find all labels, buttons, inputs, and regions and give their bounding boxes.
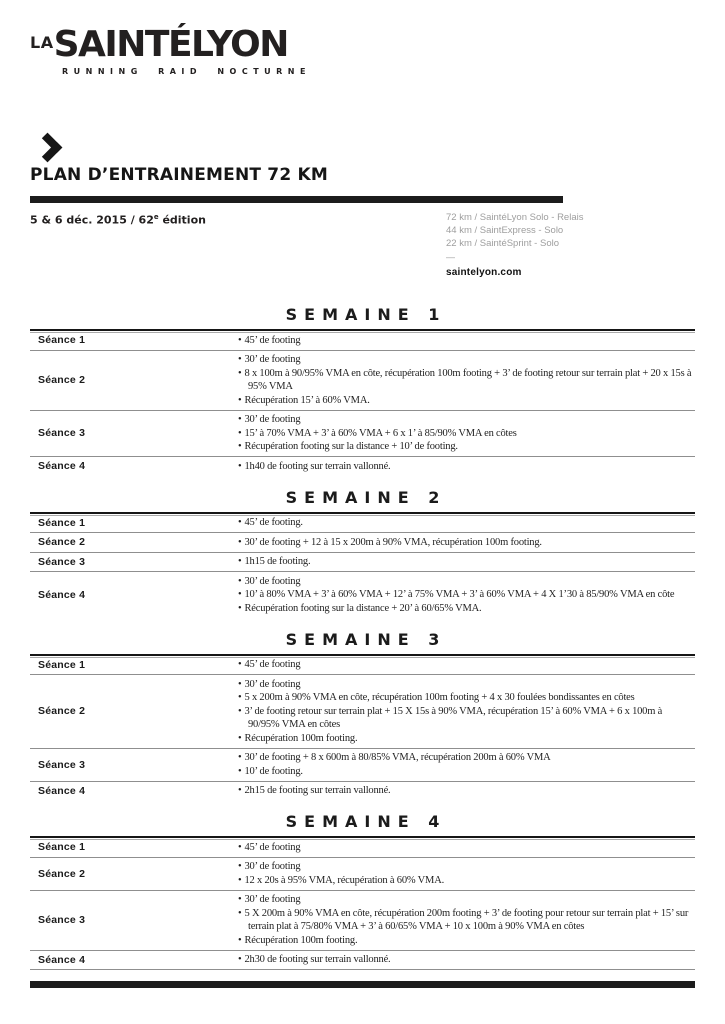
session-item-text: 12 x 20s à 95% VMA, récupération à 60% VMA. [244, 874, 445, 886]
session-item [238, 907, 693, 934]
session-item-text: Récupération footing sur la distance + 20’ à 60/65% VMA. [244, 602, 482, 614]
bullet-icon: • [238, 678, 242, 690]
session-row [30, 857, 695, 890]
bullet-icon: • [238, 602, 242, 614]
session-item-text: 45’ de footing [244, 334, 301, 346]
session-item-text: 15’ à 70% VMA + 3’ à 60% VMA + 6 x 1’ à 85/90% VMA en côtes [244, 427, 517, 439]
session-item [238, 658, 693, 672]
session-item [238, 934, 693, 948]
week-title: SEMAINE 2 [285, 487, 447, 507]
week-table [30, 512, 695, 618]
session-item [238, 953, 693, 967]
saintelyon-logo [30, 26, 311, 76]
website-link: saintelyon.com [446, 267, 522, 278]
session-item-text: 8 x 100m à 90/95% VMA en côte, récupération 100m footing + 3’ de footing retour sur terrain plat + 20 x 15s à 95% VMA [244, 367, 692, 392]
bullet-icon: • [238, 394, 242, 406]
session-row [30, 656, 695, 675]
session-item [238, 427, 693, 441]
session-item [238, 860, 693, 874]
edition-suffix: édition [158, 213, 206, 227]
bullet-icon: • [238, 841, 242, 853]
session-item-text: 30’ de footing [244, 575, 301, 587]
session-item [238, 588, 693, 602]
session-item [238, 732, 693, 746]
session-items [238, 658, 695, 672]
races-separator-dash: — [446, 252, 455, 262]
week-title: SEMAINE 4 [285, 812, 447, 831]
session-item [238, 334, 693, 348]
session-items [238, 678, 695, 746]
session-label: Séance 3 [38, 427, 86, 440]
bullet-icon: • [238, 414, 242, 425]
session-item [238, 691, 693, 705]
session-label: Séance 3 [38, 555, 86, 568]
session-label: Séance 1 [38, 516, 86, 529]
race-distances-block [446, 211, 583, 278]
session-label: Séance 2 [38, 536, 86, 549]
session-items [238, 353, 695, 407]
training-plan-weeks [30, 305, 695, 970]
footer-bar [30, 981, 695, 988]
session-items [238, 555, 695, 569]
session-item-text: 1h40 de footing sur terrain vallonné. [244, 460, 391, 472]
race-distance-item: 72 km / SaintéLyon Solo - Relais [446, 212, 584, 223]
session-item-text: Récupération 100m footing. [244, 934, 358, 946]
session-row [30, 950, 695, 970]
bullet-icon: • [238, 575, 242, 587]
session-item [238, 440, 693, 454]
session-item [238, 602, 693, 616]
week-section [30, 305, 695, 476]
page-title: PLAN D’ENTRAINEMENT 72 KM [30, 165, 328, 185]
session-item-text: 10’ de footing. [244, 765, 303, 777]
session-item [238, 413, 693, 427]
session-items [238, 460, 695, 474]
bullet-icon: • [238, 556, 242, 567]
bullet-icon: • [238, 517, 242, 528]
session-label: Séance 2 [38, 867, 86, 880]
bullet-icon: • [238, 705, 242, 717]
session-item [238, 536, 693, 550]
session-label: Séance 4 [38, 460, 86, 473]
bullet-icon: • [238, 765, 242, 777]
session-row [30, 331, 695, 350]
edition-exponent: e [153, 213, 159, 221]
bullet-icon: • [238, 907, 242, 919]
session-item-text: 5 X 200m à 90% VMA en côte, récupération 200m footing + 3’ de footing pour retour sur terrain plat + 15’ sur terrain plat à 75/80% VMA + 3’ à 60/65% VMA + 10 x 100m à 90% VMA en côtes [244, 907, 689, 932]
session-items [238, 841, 695, 855]
bullet-icon: • [238, 692, 242, 703]
bullet-icon: • [238, 659, 242, 670]
session-item-text: 45’ de footing [244, 659, 301, 670]
race-distance-item: 44 km / SaintExpress - Solo [446, 225, 564, 236]
session-row [30, 552, 695, 572]
session-item [238, 367, 693, 394]
race-distances-list [446, 211, 583, 250]
session-items [238, 334, 695, 348]
session-item [238, 784, 693, 798]
session-item [238, 394, 693, 408]
session-item [238, 893, 693, 907]
session-items [238, 536, 695, 550]
session-item-text: 45’ de footing. [244, 517, 303, 528]
session-item [238, 353, 693, 367]
session-row [30, 890, 695, 950]
session-item-text: 1h15 de footing. [244, 556, 311, 567]
session-label: Séance 4 [38, 588, 86, 601]
session-item-text: 45’ de footing [244, 841, 301, 853]
session-item [238, 516, 693, 530]
session-row [30, 748, 695, 781]
bullet-icon: • [238, 536, 242, 548]
bullet-icon: • [238, 460, 242, 472]
session-item [238, 460, 693, 474]
session-row [30, 410, 695, 457]
session-item-text: 30’ de footing [244, 678, 301, 690]
bullet-icon: • [238, 732, 242, 744]
week-table [30, 654, 695, 801]
session-items [238, 751, 695, 778]
week-title: SEMAINE 3 [285, 629, 447, 649]
bullet-icon: • [238, 954, 242, 965]
session-item-text: 3’ de footing retour sur terrain plat + 15 X 15s à 90% VMA, récupération 15’ à 60% VMA + 6 x 100m à 90/95% VMA en côtes [244, 705, 663, 730]
session-label: Séance 3 [38, 758, 86, 771]
session-label: Séance 4 [38, 953, 86, 966]
session-row [30, 350, 695, 410]
session-label: Séance 2 [38, 374, 86, 386]
session-items [238, 575, 695, 616]
session-items [238, 516, 695, 530]
bullet-icon: • [238, 861, 242, 872]
session-label: Séance 4 [38, 784, 86, 797]
session-row [30, 674, 695, 748]
bullet-icon: • [238, 894, 242, 905]
session-item-text: 2h30 de footing sur terrain vallonné. [244, 954, 391, 965]
bullet-icon: • [238, 367, 242, 379]
session-item-text: 10’ à 80% VMA + 3’ à 60% VMA + 12’ à 75% VMA + 3’ à 60% VMA + 4 X 1’30 à 85/90% VMA en côte [244, 589, 675, 600]
session-item-text: Récupération footing sur la distance + 10’ de footing. [244, 441, 458, 452]
week-section [30, 488, 695, 618]
session-items [238, 953, 695, 967]
session-item-text: 30’ de footing + 12 à 15 x 200m à 90% VMA, récupération 100m footing. [244, 536, 542, 548]
session-item-text: 30’ de footing + 8 x 600m à 80/85% VMA, récupération 200m à 60% VMA [244, 752, 551, 763]
session-item [238, 705, 693, 732]
session-item [238, 841, 693, 855]
session-item-text: 5 x 200m à 90% VMA en côte, récupération 100m footing + 4 x 30 foulées bondissantes en côtes [244, 692, 635, 703]
session-label: Séance 1 [38, 841, 86, 854]
session-row [30, 838, 695, 857]
session-item [238, 874, 693, 888]
session-row [30, 571, 695, 618]
session-item [238, 751, 693, 765]
session-item-text: 30’ de footing [244, 354, 301, 365]
session-item-text: 30’ de footing [244, 894, 301, 905]
session-row [30, 514, 695, 533]
title-underline-bar [30, 196, 563, 203]
bullet-icon: • [238, 934, 242, 946]
week-table [30, 329, 695, 476]
session-item-text: 30’ de footing [244, 414, 301, 425]
session-items [238, 893, 695, 947]
session-item [238, 765, 693, 779]
session-item-text: Récupération 100m footing. [244, 732, 358, 744]
bullet-icon: • [238, 752, 242, 763]
session-label: Séance 3 [38, 914, 86, 926]
session-label: Séance 1 [38, 658, 86, 671]
session-item-text: 30’ de footing [244, 861, 301, 872]
bullet-icon: • [238, 874, 242, 886]
session-row [30, 532, 695, 552]
edition-date [30, 213, 206, 227]
race-distance-item: 22 km / SaintéSprint - Solo [446, 238, 559, 249]
week-table [30, 836, 695, 970]
session-items [238, 784, 695, 798]
bullet-icon: • [238, 589, 242, 600]
session-label: Séance 2 [38, 705, 86, 718]
week-section [30, 812, 695, 970]
session-items [238, 413, 695, 454]
session-items [238, 860, 695, 887]
bullet-icon: • [238, 441, 242, 452]
session-row [30, 781, 695, 801]
logo-name: SAINTÉLYON [53, 24, 288, 65]
bullet-icon: • [238, 785, 242, 796]
session-item-text: Récupération 15’ à 60% VMA. [244, 394, 370, 406]
logo-prefix: LA [30, 33, 54, 52]
bullet-icon: • [238, 427, 242, 439]
bullet-icon: • [238, 334, 242, 346]
session-item-text: 2h15 de footing sur terrain vallonné. [244, 785, 391, 796]
edition-date-text: 5 & 6 déc. 2015 / 62 [30, 213, 154, 227]
week-section [30, 630, 695, 801]
bullet-icon: • [238, 354, 242, 365]
session-row [30, 456, 695, 476]
session-item [238, 678, 693, 692]
session-label: Séance 1 [38, 334, 86, 347]
chevron-right-icon [33, 133, 63, 163]
session-item [238, 575, 693, 589]
logo-tagline: RUNNING RAID NOCTURNE [62, 66, 311, 76]
session-item [238, 555, 693, 569]
week-title: SEMAINE 1 [285, 305, 447, 324]
